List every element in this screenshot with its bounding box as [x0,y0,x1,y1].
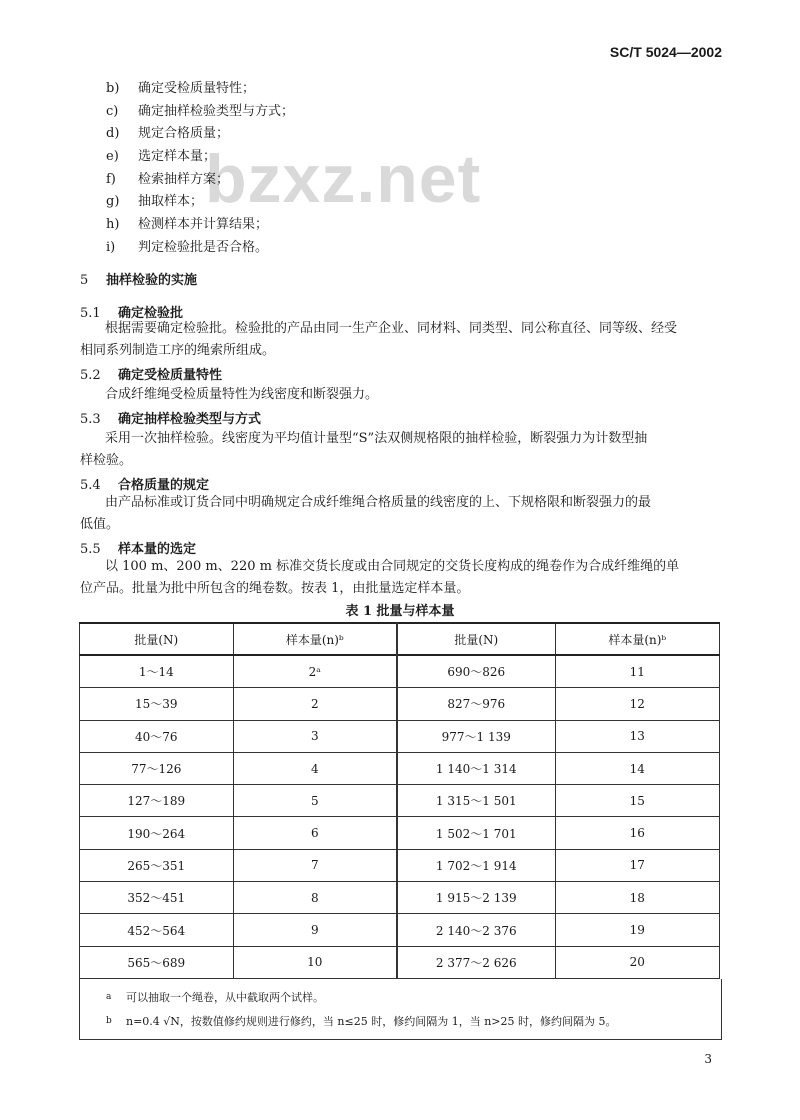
subsection-number: 5.4 [80,478,101,493]
table-cell: 1～14 [80,655,234,688]
subsection-number: 5.5 [80,542,101,557]
table-header-row [80,623,720,655]
table-cell: 690～826 [397,655,555,688]
footnote-text: n=0.4 √N，按数值修约规则进行修约，当 n≤25 时，修约间隔为 1，当 n>25 时，修约间隔为 5。 [126,1015,617,1028]
paragraph-line: 低值。 [80,517,120,532]
section-heading [80,269,197,288]
table-row [80,785,720,817]
table-row [80,946,720,978]
table-cell: 20 [555,946,719,978]
table-cell: 352～451 [80,882,234,914]
list-item [106,191,294,214]
table-cell: 265～351 [80,849,234,881]
paragraph-line: 相同系列制造工序的绳索所组成。 [80,343,276,358]
list-text: 确定抽样检验类型与方式； [138,103,295,119]
list-item [106,123,294,146]
list-marker: c) [106,103,119,119]
table-cell: 10 [233,946,397,978]
list-item [106,78,294,101]
list-marker: e) [106,149,119,165]
list-marker: h) [106,217,120,233]
table-cell: 1 140～1 314 [397,752,555,784]
subsection-title: 确定抽样检验类型与方式 [118,412,262,427]
table-row [80,655,720,688]
table-cell: 9 [233,914,397,946]
table-cell: 8 [233,882,397,914]
subsection-number: 5.1 [80,306,101,321]
table-cell: 4 [233,752,397,784]
table-cell: 5 [233,785,397,817]
list-item [106,169,294,192]
table-cell: 12 [555,688,719,720]
subsection-heading [80,538,196,557]
table-row [80,688,720,720]
procedure-list [106,78,294,260]
section-title: 抽样检验的实施 [106,273,198,288]
table-cell: 16 [555,817,719,849]
column-header: 样本量(n)ᵇ [233,623,397,655]
table-row [80,720,720,752]
table-cell: 827～976 [397,688,555,720]
table-footnote [106,989,324,1005]
standard-code: SC/T 5024—2002 [609,44,722,60]
list-text: 检测样本并计算结果； [138,217,269,233]
subsection-heading [80,364,222,383]
list-text: 选定样本量； [138,149,217,165]
watermark: bzxz.net [205,141,482,217]
list-text: 确定受检质量特性； [138,81,256,96]
table-cell: 452～564 [80,914,234,946]
table-cell: 19 [555,914,719,946]
table-notes [79,979,722,1040]
table-cell: 7 [233,849,397,881]
table-row [80,849,720,881]
table-cell: 190～264 [80,817,234,849]
column-header: 批量(N) [80,623,234,655]
lot-sample-table [79,622,720,979]
table-cell: 2 [233,688,397,720]
table-cell: 2 140～2 376 [397,914,555,946]
table-cell: 17 [555,849,719,881]
subsection-title: 确定检验批 [118,306,184,321]
subsection-title: 样本量的选定 [118,542,197,557]
column-header: 批量(N) [397,623,555,655]
list-marker: d) [106,126,120,142]
list-text: 判定检验批是否合格。 [138,239,269,255]
paragraph-line: 位产品。批量为批中所包含的绳卷数。按表 1，由批量选定样本量。 [80,581,470,596]
list-item [106,101,294,124]
table-cell: 3 [233,720,397,752]
table-cell: 18 [555,882,719,914]
paragraph-line: 由产品标准或订货合同中明确规定合成纤维绳合格质量的线密度的上、下规格限和断裂强力的最 [105,495,652,510]
list-item [106,237,294,260]
subsection-title: 确定受检质量特性 [118,368,223,383]
table-cell: 1 915～2 139 [397,882,555,914]
table-cell: 127～189 [80,785,234,817]
table-row [80,882,720,914]
subsection-heading [80,474,209,493]
section-number: 5 [80,273,89,288]
table-cell: 77～126 [80,752,234,784]
list-text: 抽取样本； [138,194,204,210]
subsection-title: 合格质量的规定 [118,478,210,493]
subsection-heading [80,408,261,427]
footnote-text: 可以抽取一个绳卷，从中截取两个试样。 [126,991,324,1004]
list-text: 检索抽样方案； [138,171,230,187]
table-row [80,817,720,849]
table-cell: 1 702～1 914 [397,849,555,881]
paragraph-line: 以 100 m、200 m、220 m 标准交货长度或由合同规定的交货长度构成的绳卷作为合成纤维绳的单 [105,559,680,574]
table-cell: 565～689 [80,946,234,978]
paragraph-line: 根据需要确定检验批。检验批的产品由同一生产企业、同材料、同类型、同公称直径、同等级、经受 [105,321,678,336]
list-text: 规定合格质量； [138,126,230,142]
subsection-number: 5.3 [80,412,101,427]
paragraph-line: 采用一次抽样检验。线密度为平均值计量型“S”法双侧规格限的抽样检验，断裂强力为计数型抽 [105,431,648,446]
footnote-mark: a [106,992,112,1002]
list-marker: f) [106,171,116,187]
table-caption: 表 1 批量与样本量 [345,604,455,619]
table-cell: 2 377～2 626 [397,946,555,978]
table-cell: 6 [233,817,397,849]
table-cell: 2ᵃ [233,655,397,688]
table-cell: 15～39 [80,688,234,720]
subsection-number: 5.2 [80,368,101,383]
table-row [80,752,720,784]
list-marker: b) [106,81,120,96]
list-marker: g) [106,194,120,210]
table-cell: 40～76 [80,720,234,752]
list-item [106,146,294,169]
table-cell: 1 502～1 701 [397,817,555,849]
table-cell: 13 [555,720,719,752]
list-marker: i) [106,239,116,255]
table-cell: 15 [555,785,719,817]
table-cell: 1 315～1 501 [397,785,555,817]
page-number: 3 [704,1052,712,1066]
paragraph-line: 样检验。 [80,453,133,468]
table-row [80,914,720,946]
list-item [106,214,294,237]
footnote-mark: b [106,1016,112,1026]
table-cell: 977～1 139 [397,720,555,752]
table-footnote [106,1013,617,1029]
column-header: 样本量(n)ᵇ [555,623,719,655]
table-cell: 11 [555,655,719,688]
paragraph-line: 合成纤维绳受检质量特性为线密度和断裂强力。 [105,387,379,402]
table-cell: 14 [555,752,719,784]
